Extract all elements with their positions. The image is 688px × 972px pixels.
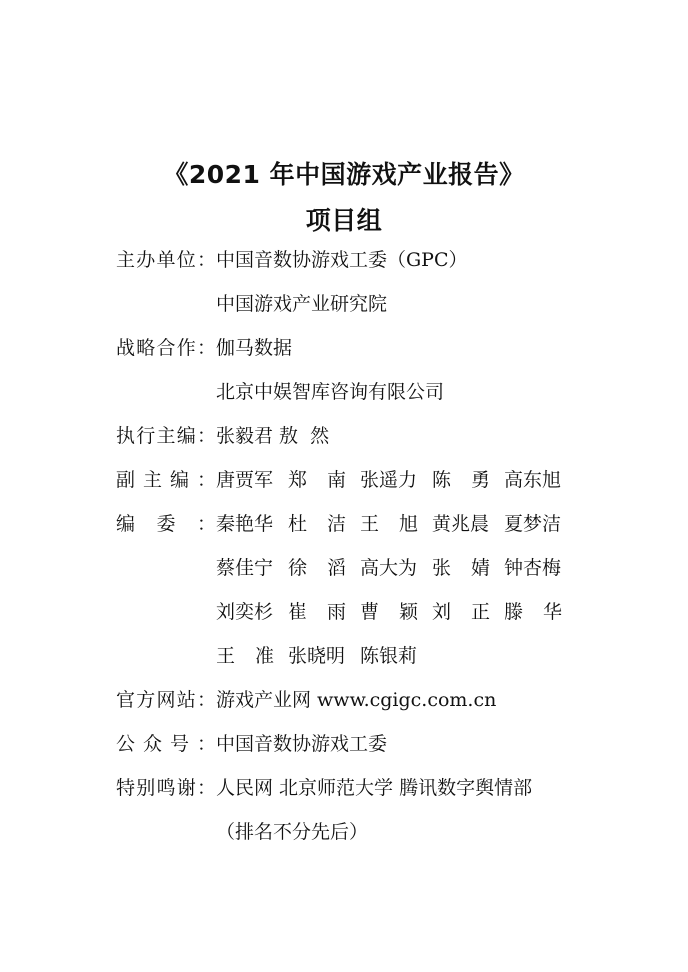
label-char: ： — [196, 777, 216, 799]
partner-row — [116, 333, 576, 363]
person-name: 高大为 — [360, 557, 418, 579]
thanks-label — [116, 773, 216, 803]
project-group-heading: 项目组 — [305, 206, 383, 235]
name-part: 王 — [216, 645, 236, 667]
label-char: ： — [196, 469, 216, 491]
label-char: 主 — [156, 425, 176, 447]
partner-row-2 — [116, 377, 576, 407]
label-char: ： — [196, 249, 216, 271]
person-name — [360, 597, 432, 627]
label-char: 战 — [116, 337, 136, 359]
label-char: 公 — [116, 733, 136, 755]
host-value-1: 中国音数协游戏工委（GPC） — [216, 249, 468, 271]
name-part: 滕 — [504, 601, 524, 623]
name-part: 杜 — [288, 513, 308, 535]
partner-value-2: 北京中娱智库咨询有限公司 — [216, 381, 445, 403]
person-name: 秦艳华 — [216, 513, 274, 535]
label-char: ： — [196, 513, 216, 535]
label-char: 站 — [176, 689, 196, 711]
committee-row-3 — [116, 597, 576, 627]
website-value: 游戏产业网 www.cgigc.com.cn — [216, 689, 497, 711]
label-char: 网 — [156, 689, 176, 711]
committee-row-4 — [116, 641, 576, 671]
committee-names-4 — [216, 641, 576, 671]
label-char: ： — [196, 425, 216, 447]
label-char: 众 — [142, 733, 162, 755]
label-char: 行 — [136, 425, 156, 447]
committee-row-2 — [116, 553, 576, 583]
label-char: 别 — [136, 777, 156, 799]
thanks-row — [116, 773, 576, 803]
label-char: 作 — [176, 337, 196, 359]
label-char: 号 — [169, 733, 189, 755]
person-name: 高东旭 — [504, 469, 562, 491]
label-char: 谢 — [176, 777, 196, 799]
label-char: 执 — [116, 425, 136, 447]
website-label — [116, 685, 216, 715]
official-account-value: 中国音数协游戏工委 — [216, 733, 388, 755]
name-part: 婧 — [470, 557, 490, 579]
person-name — [360, 509, 432, 539]
person-name: 张遥力 — [360, 469, 418, 491]
thanks-value: 人民网 北京师范大学 腾讯数字舆情部 — [216, 777, 533, 799]
name-part: 曹 — [360, 601, 380, 623]
name-part: 王 — [360, 513, 380, 535]
label-char: 单 — [156, 249, 176, 271]
name-part: 滔 — [326, 557, 346, 579]
label-char: 主 — [142, 469, 162, 491]
name-part: 勇 — [470, 469, 490, 491]
person-name: 夏梦洁 — [504, 513, 562, 535]
label-char: 特 — [116, 777, 136, 799]
chief-editor-row — [116, 421, 576, 451]
official-account-row — [116, 729, 576, 759]
person-name — [432, 553, 504, 583]
person-name — [216, 641, 288, 671]
name-part: 陈 — [432, 469, 452, 491]
person-name: 陈银莉 — [360, 645, 418, 667]
host-value-2: 中国游戏产业研究院 — [216, 293, 388, 315]
committee-names-1 — [216, 509, 576, 539]
label-char: 位 — [176, 249, 196, 271]
committee-names-3 — [216, 597, 576, 627]
name-part: 颖 — [398, 601, 418, 623]
name-part: 徐 — [288, 557, 308, 579]
person-name: 黄兆晨 — [432, 513, 490, 535]
name-part: 南 — [326, 469, 346, 491]
person-name: 刘奕杉 — [216, 601, 274, 623]
label-char: 官 — [116, 689, 136, 711]
person-name: 蔡佳宁 — [216, 557, 274, 579]
person-name — [288, 553, 360, 583]
person-name — [288, 509, 360, 539]
partner-label — [116, 333, 216, 363]
person-name: 张晓明 — [288, 645, 346, 667]
name-part: 华 — [542, 601, 562, 623]
committee-row-1 — [116, 509, 576, 539]
name-part: 郑 — [288, 469, 308, 491]
partner-value-1: 伽马数据 — [216, 337, 293, 359]
label-char: 略 — [136, 337, 156, 359]
chief-editor-value: 张毅君 敖 然 — [216, 425, 330, 447]
label-char: 编 — [176, 425, 196, 447]
host-label — [116, 245, 216, 275]
name-part: 正 — [470, 601, 490, 623]
label-char: 编 — [169, 469, 189, 491]
committee-label — [116, 509, 216, 539]
label-char: ： — [196, 733, 216, 755]
label-char: 合 — [156, 337, 176, 359]
committee-names-2 — [216, 553, 576, 583]
person-name — [432, 597, 504, 627]
person-name: 钟杏梅 — [504, 557, 562, 579]
label-char: 编 — [116, 513, 136, 535]
person-name — [288, 597, 360, 627]
name-part: 雨 — [326, 601, 346, 623]
label-char: 副 — [116, 469, 136, 491]
host-row-2 — [116, 289, 576, 319]
label-char: 方 — [136, 689, 156, 711]
person-name — [504, 597, 576, 627]
name-part: 张 — [432, 557, 452, 579]
label-char: ： — [196, 689, 216, 711]
official-account-label — [116, 729, 216, 759]
label-char: ： — [196, 337, 216, 359]
ordering-note: （排名不分先后） — [216, 821, 369, 843]
name-part: 旭 — [398, 513, 418, 535]
chief-editor-label — [116, 421, 216, 451]
name-part: 崔 — [288, 601, 308, 623]
website-row — [116, 685, 576, 715]
host-row — [116, 245, 576, 275]
deputy-editor-names — [216, 465, 576, 495]
deputy-editor-row — [116, 465, 576, 495]
name-part: 洁 — [326, 513, 346, 535]
person-name — [432, 465, 504, 495]
report-title: 《2021 年中国游戏产业报告》 — [163, 160, 525, 189]
label-char: 办 — [136, 249, 156, 271]
label-char: 委 — [156, 513, 176, 535]
label-char: 主 — [116, 249, 136, 271]
name-part: 准 — [254, 645, 274, 667]
deputy-editor-label — [116, 465, 216, 495]
name-part: 刘 — [432, 601, 452, 623]
person-name: 唐贾军 — [216, 469, 274, 491]
person-name — [288, 465, 360, 495]
label-char: 鸣 — [156, 777, 176, 799]
